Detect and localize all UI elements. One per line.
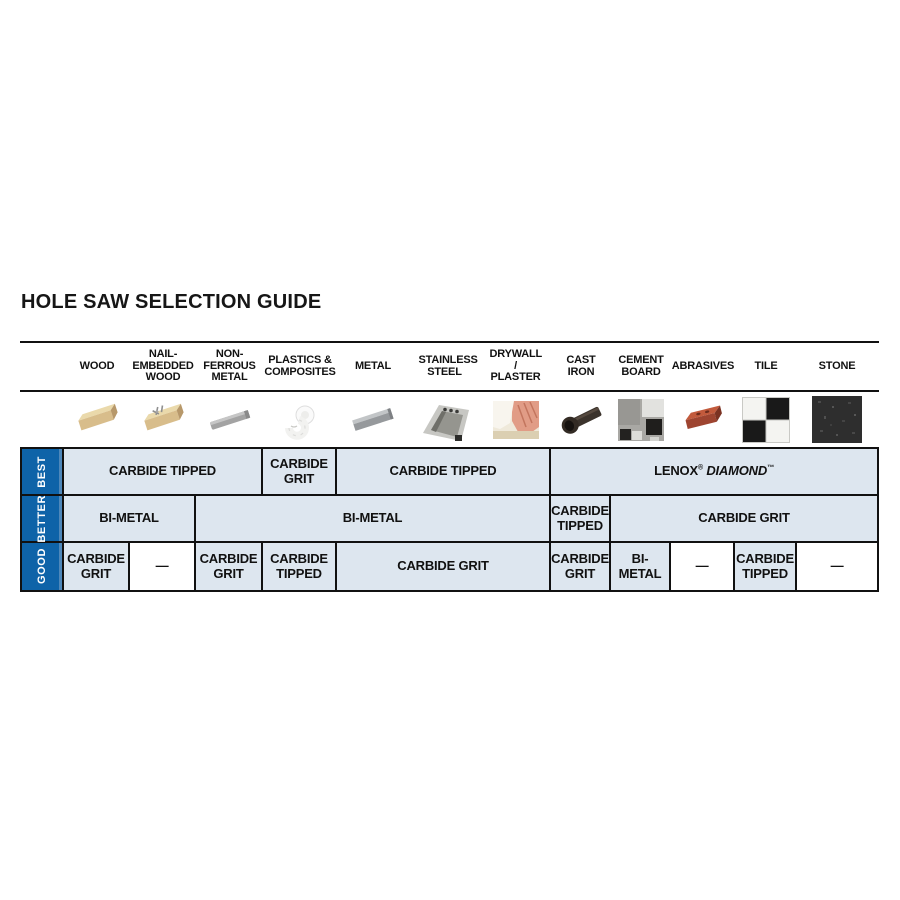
- cell-good-wood: CARBIDE GRIT: [64, 543, 130, 590]
- header-spacer: [22, 343, 64, 390]
- selection-guide-table: [20, 341, 879, 592]
- column-header-plastics-composites: PLASTICS & COMPOSITES: [264, 353, 336, 378]
- cell-good-metal-group: CARBIDE GRIT: [337, 543, 551, 590]
- column-header-tile: TILE: [754, 359, 778, 372]
- cell-best-metal-group: CARBIDE TIPPED: [337, 449, 551, 496]
- cell-good-non-ferrous-metal: CARBIDE GRIT: [196, 543, 263, 590]
- cell-good-plastics: CARBIDE TIPPED: [263, 543, 337, 590]
- rating-label-best: BEST: [22, 449, 64, 496]
- column-header-row: [20, 341, 879, 392]
- lenox-brand: LENOX: [654, 463, 698, 479]
- material-samples-row: [20, 392, 879, 447]
- cell-better-wood-group: BI-METAL: [64, 496, 196, 543]
- registered-mark: ®: [697, 465, 703, 473]
- cell-good-stone: —: [797, 543, 877, 590]
- cell-good-nail-embedded-wood: —: [130, 543, 196, 590]
- page-title: HOLE SAW SELECTION GUIDE: [21, 291, 322, 313]
- column-header-abrasives: ABRASIVES: [671, 359, 735, 372]
- wood-sample-image: [64, 392, 130, 447]
- column-header-stone: STONE: [818, 359, 856, 372]
- cell-good-tile: CARBIDE TIPPED: [735, 543, 797, 590]
- cast-iron-sample-image: [551, 392, 611, 447]
- column-header-nail-embedded-wood: NAIL-EMBEDDED WOOD: [132, 347, 194, 384]
- ratings-matrix: [20, 447, 879, 592]
- trademark-mark: ™: [767, 465, 774, 473]
- nail-embedded-wood-sample-image: [130, 392, 196, 447]
- cell-best-wood-group: CARBIDE TIPPED: [64, 449, 263, 496]
- rating-label-better: BETTER: [22, 496, 64, 543]
- cell-good-abrasives: —: [671, 543, 735, 590]
- column-header-stainless-steel: STAINLESS STEEL: [418, 353, 478, 378]
- cell-best-plastics: CARBIDE GRIT: [263, 449, 337, 496]
- stone-sample-image: [797, 392, 877, 447]
- non-ferrous-metal-sample-image: [196, 392, 263, 447]
- rating-label-good: GOOD: [22, 543, 64, 590]
- diamond-product: DIAMOND: [706, 463, 768, 479]
- tile-sample-image: [735, 392, 797, 447]
- column-header-drywall-plaster: DRYWALL / PLASTER: [489, 347, 543, 384]
- column-header-wood: WOOD: [79, 359, 115, 372]
- column-header-cement-board: CEMENT BOARD: [618, 353, 664, 378]
- stainless-steel-sample-image: [409, 392, 480, 447]
- cell-better-metal-group: BI-METAL: [196, 496, 551, 543]
- column-header-non-ferrous-metal: NON-FERROUS METAL: [203, 347, 256, 384]
- plastics-sample-image: [263, 392, 337, 447]
- column-header-metal: METAL: [354, 359, 392, 372]
- samples-spacer: [22, 392, 64, 447]
- metal-sample-image: [337, 392, 409, 447]
- cell-good-cement-board: BI-METAL: [611, 543, 671, 590]
- cell-better-cast-iron: CARBIDE TIPPED: [551, 496, 611, 543]
- column-header-cast-iron: CAST IRON: [566, 353, 596, 378]
- abrasives-sample-image: [671, 392, 735, 447]
- cell-good-cast-iron: CARBIDE GRIT: [551, 543, 611, 590]
- drywall-plaster-sample-image: [480, 392, 551, 447]
- cement-board-sample-image: [611, 392, 671, 447]
- cell-better-masonry-group: CARBIDE GRIT: [611, 496, 877, 543]
- cell-best-lenox-diamond: [551, 449, 877, 496]
